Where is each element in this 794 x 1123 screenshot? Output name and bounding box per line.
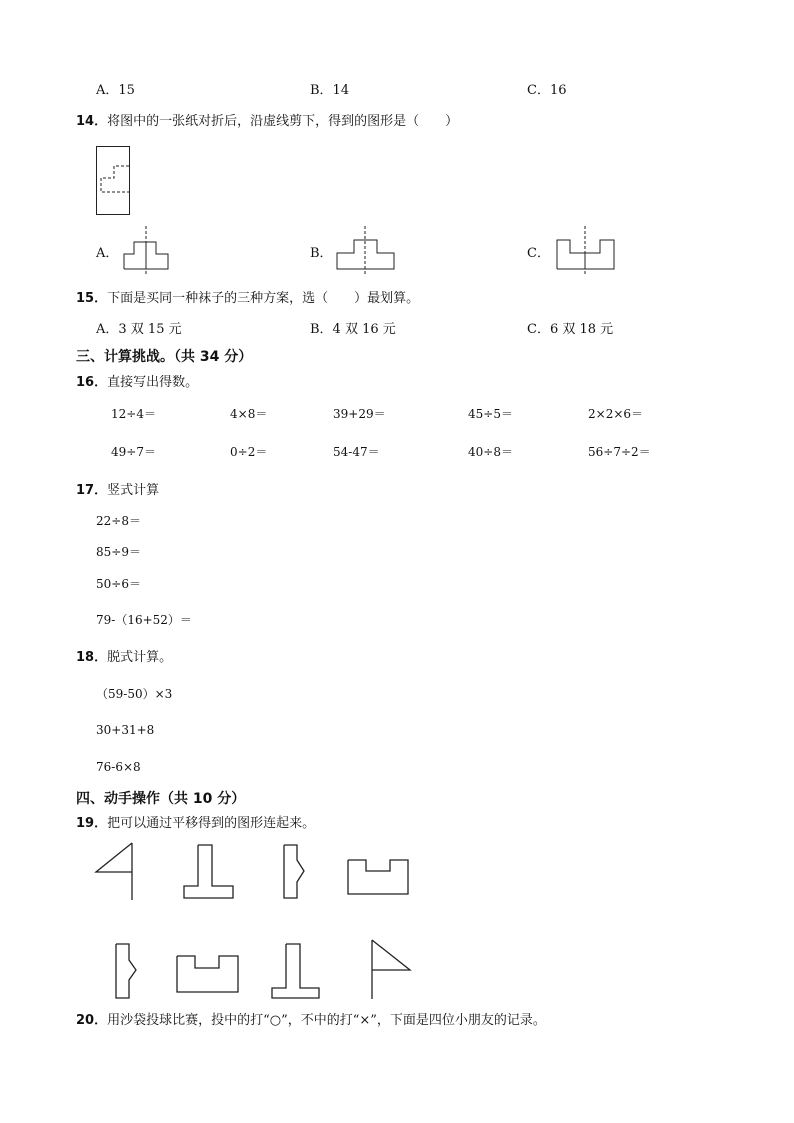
q17-item: 79-（16+52）＝ — [96, 613, 192, 627]
section-4-title: 四、动手操作（共 10 分） — [76, 791, 246, 807]
shape-u-block-bottom — [175, 954, 241, 996]
q15-option-c: C．6 双 18 元 — [527, 322, 614, 337]
q16-prompt — [76, 375, 198, 391]
q16-item: 49÷7＝ — [111, 445, 156, 459]
q16-text: 直接写出得数。 — [107, 375, 199, 390]
q14-option-c-label: C． — [527, 246, 550, 261]
q18-prompt — [76, 650, 172, 666]
q14-option-a-label: A． — [96, 246, 119, 261]
q14-option-a-shape — [124, 226, 170, 276]
q15-text: 下面是买同一种袜子的三种方案，选（ ）最划算。 — [107, 291, 420, 306]
shape-triangle-flag-bottom — [368, 939, 414, 1001]
q15-number: 15． — [76, 291, 108, 306]
q13-option-b: B．14 — [310, 83, 350, 98]
q14-option-c-shape — [556, 226, 618, 276]
q15-prompt — [76, 291, 419, 307]
q19-number: 19． — [76, 816, 108, 831]
q13-option-a: A．15 — [96, 83, 135, 98]
q17-item: 22÷8＝ — [96, 514, 141, 528]
q16-item: 2×2×6＝ — [588, 407, 644, 421]
folded-paper-figure — [96, 146, 130, 216]
q16-item: 39+29＝ — [333, 407, 386, 421]
shape-notched-bar-bottom — [114, 942, 140, 1000]
q15-option-a: A．3 双 15 元 — [96, 322, 182, 337]
q16-item: 12÷4＝ — [111, 407, 156, 421]
q14-text: 将图中的一张纸对折后，沿虚线剪下，得到的图形是（ ） — [107, 114, 459, 129]
q16-item: 54-47＝ — [333, 445, 380, 459]
q19-prompt — [76, 816, 315, 832]
q14-prompt — [76, 114, 458, 130]
q18-item: 76-6×8 — [96, 760, 141, 774]
q14-option-b-shape — [336, 226, 396, 276]
q14-option-b-label: B． — [310, 246, 333, 261]
q20-number: 20． — [76, 1013, 108, 1028]
q16-item: 40÷8＝ — [468, 445, 513, 459]
q16-item: 0÷2＝ — [230, 445, 268, 459]
q17-text: 竖式计算 — [107, 483, 160, 498]
q16-item: 45÷5＝ — [468, 407, 513, 421]
shape-u-block-top — [346, 858, 412, 898]
shape-notched-bar-top — [282, 844, 308, 900]
q15-option-b: B．4 双 16 元 — [310, 322, 396, 337]
q17-number: 17． — [76, 483, 108, 498]
q18-item: 30+31+8 — [96, 723, 155, 737]
q16-item: 56÷7÷2＝ — [588, 445, 651, 459]
q17-prompt — [76, 483, 159, 499]
q18-text: 脱式计算。 — [107, 650, 173, 665]
shape-inverted-t-bottom — [270, 942, 322, 1000]
shape-triangle-flag-top — [94, 842, 136, 902]
q20-prompt — [76, 1013, 546, 1029]
q16-number: 16． — [76, 375, 108, 390]
q17-item: 50÷6＝ — [96, 577, 141, 591]
q18-item: （59-50）×3 — [96, 687, 173, 701]
q17-item: 85÷9＝ — [96, 545, 141, 559]
section-3-title: 三、计算挑战。（共 34 分） — [76, 349, 253, 365]
q14-number: 14． — [76, 114, 108, 129]
q18-number: 18． — [76, 650, 108, 665]
shape-inverted-t-top — [182, 844, 236, 900]
q13-option-c: C．16 — [527, 83, 567, 98]
q20-text: 用沙袋投球比赛，投中的打“○”，不中的打“×”，下面是四位小朋友的记录。 — [107, 1013, 546, 1028]
q19-text: 把可以通过平移得到的图形连起来。 — [107, 816, 316, 831]
q16-item: 4×8＝ — [230, 407, 268, 421]
